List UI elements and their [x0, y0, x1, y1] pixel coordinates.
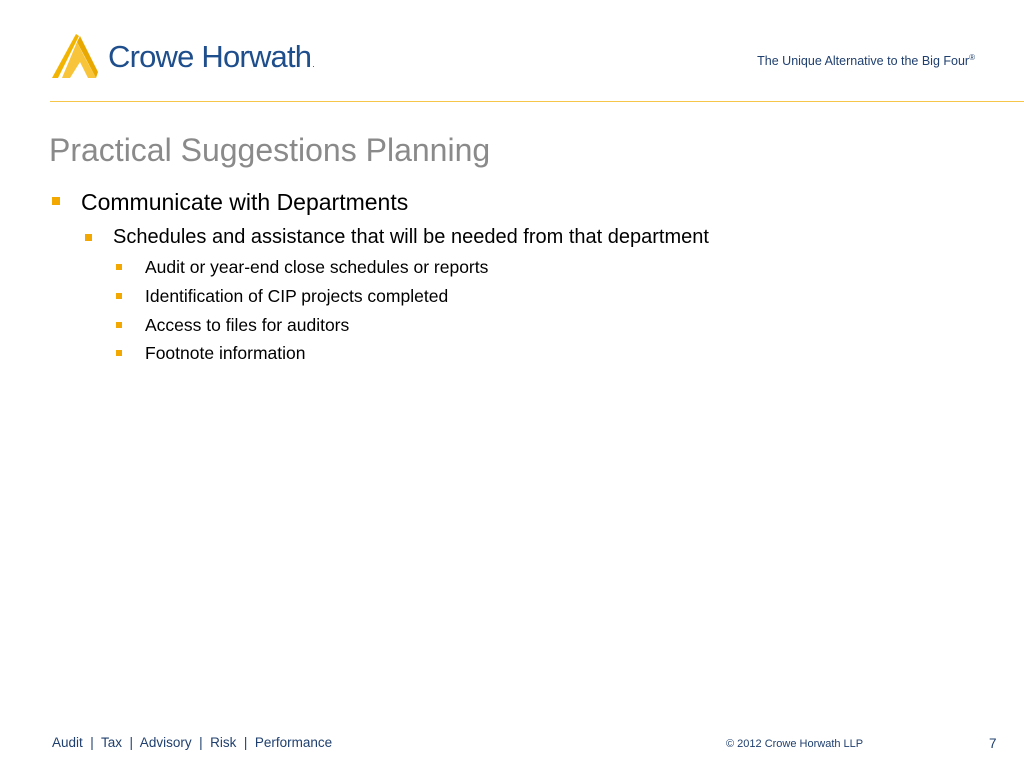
logo-wordmark [108, 39, 313, 75]
logo-flame-icon [50, 32, 100, 80]
bullet-square-icon [85, 234, 92, 241]
crowe-horwath-logo [50, 32, 313, 80]
bullet-text: Footnote information [145, 343, 306, 363]
tagline-text: The Unique Alternative to the Big Four [757, 54, 970, 69]
slide-title: Practical Suggestions Planning [49, 132, 491, 168]
header-divider [50, 101, 1024, 102]
logo-reg-mark: . [312, 59, 314, 69]
bullet-item [81, 189, 408, 216]
bullet-text: Communicate with Departments [81, 189, 409, 215]
bullet-square-icon [116, 350, 122, 356]
bullet-text: Access to files for auditors [145, 315, 350, 335]
tagline [757, 53, 975, 68]
tagline-registered: ® [969, 53, 975, 62]
bullet-item [145, 286, 448, 307]
bullet-text: Audit or year-end close schedules or reports [145, 257, 489, 277]
bullet-square-icon [116, 293, 122, 299]
bullet-text: Identification of CIP projects completed [145, 286, 449, 306]
bullet-square-icon [116, 264, 122, 270]
bullet-item [145, 343, 306, 364]
bullet-text: Schedules and assistance that will be needed from that department [113, 226, 709, 248]
footer-copyright: © 2012 Crowe Horwath LLP [726, 738, 864, 750]
bullet-square-icon [52, 197, 60, 205]
bullet-item [145, 257, 488, 278]
bullet-item [113, 226, 709, 249]
footer-services: Audit | Tax | Advisory | Risk | Performance [52, 735, 333, 750]
logo-text: Crowe Horwath [108, 39, 312, 74]
page-number: 7 [989, 736, 997, 751]
bullet-item [145, 315, 349, 336]
bullet-square-icon [116, 322, 122, 328]
